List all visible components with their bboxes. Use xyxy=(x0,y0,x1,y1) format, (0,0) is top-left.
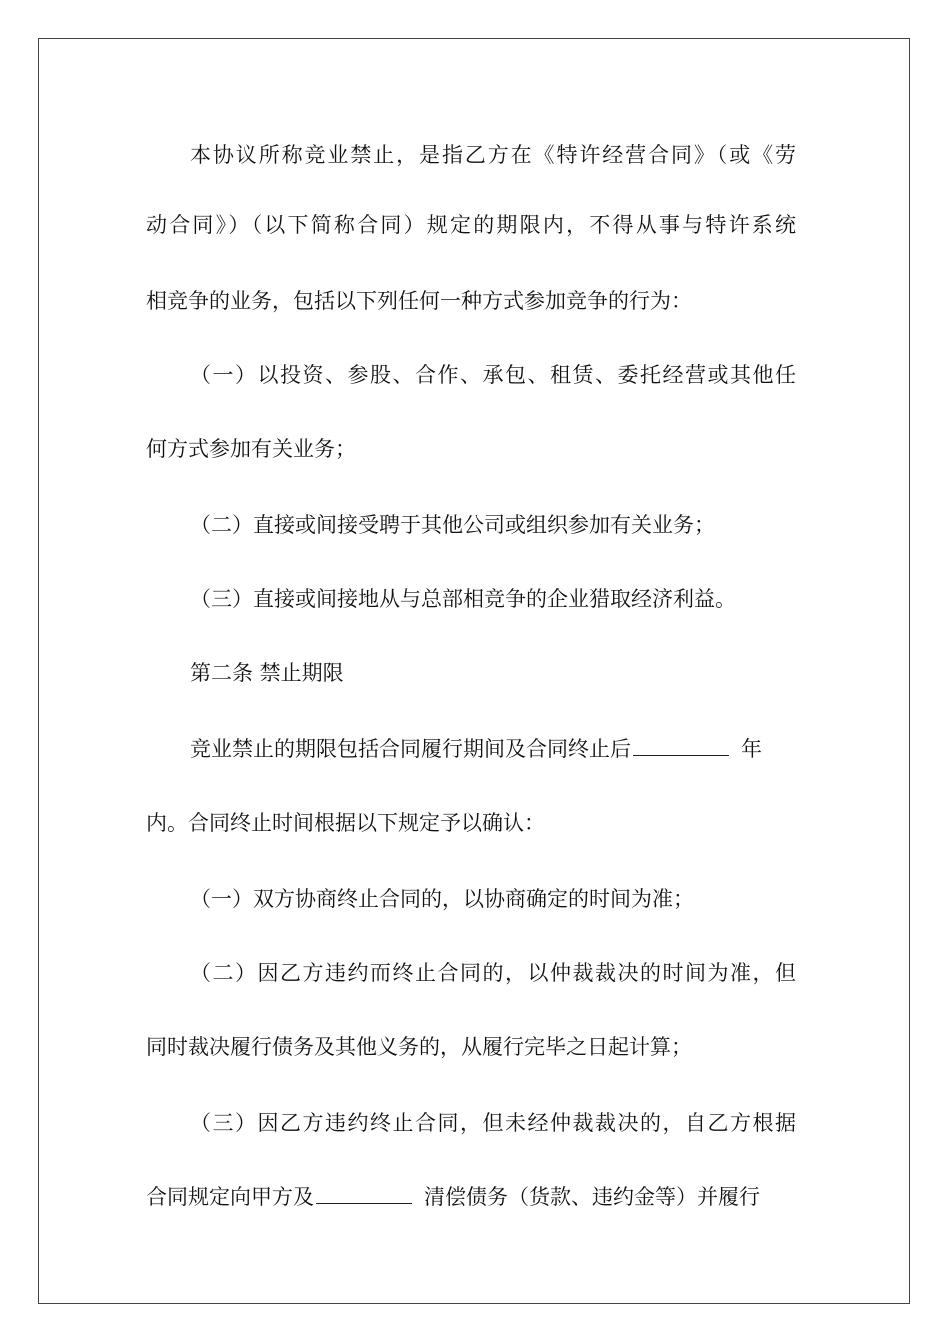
paragraph-text: 年 xyxy=(741,737,762,761)
paragraph-text: 竞业禁止的期限包括合同履行期间及合同终止后 xyxy=(190,737,631,761)
paragraph-text: 清偿债务（货款、违约金等）并履行 xyxy=(424,1185,760,1209)
clause-item: （三）直接或间接地从与总部相竞争的企业猎取经济利益。 xyxy=(190,587,736,611)
section-heading: 第二条 禁止期限 xyxy=(190,661,344,685)
paragraph-line: 何方式参加有关业务； xyxy=(146,437,356,461)
fill-in-blank[interactable] xyxy=(316,1183,412,1204)
clause-item: （二）因乙方违约而终止合同的，以仲裁裁决的时间为准，但 xyxy=(190,961,796,985)
paragraph-line: 动合同》）（以下简称合同）规定的期限内，不得从事与特许系统 xyxy=(146,213,796,237)
clause-item: （二）直接或间接受聘于其他公司或组织参加有关业务； xyxy=(190,513,715,537)
clause-item: （一）双方协商终止合同的，以协商确定的时间为准； xyxy=(190,887,694,911)
paragraph-line: 相竞争的业务，包括以下列任何一种方式参加竞争的行为： xyxy=(146,289,692,313)
clause-item: （三）因乙方违约终止合同，但未经仲裁裁决的，自乙方根据 xyxy=(190,1111,796,1135)
paragraph-line: 本协议所称竞业禁止，是指乙方在《特许经营合同》（或《劳 xyxy=(190,143,796,167)
paragraph-line xyxy=(190,734,796,764)
paragraph-text: 合同规定向甲方及 xyxy=(146,1185,314,1209)
fill-in-blank[interactable] xyxy=(633,735,729,756)
paragraph-line: 同时裁决履行债务及其他义务的，从履行完毕之日起计算； xyxy=(146,1035,692,1059)
paragraph-line: 内。合同终止时间根据以下规定予以确认： xyxy=(146,811,545,835)
clause-item: （一）以投资、参股、合作、承包、租赁、委托经营或其他任 xyxy=(190,363,796,387)
paragraph-line xyxy=(146,1182,796,1212)
